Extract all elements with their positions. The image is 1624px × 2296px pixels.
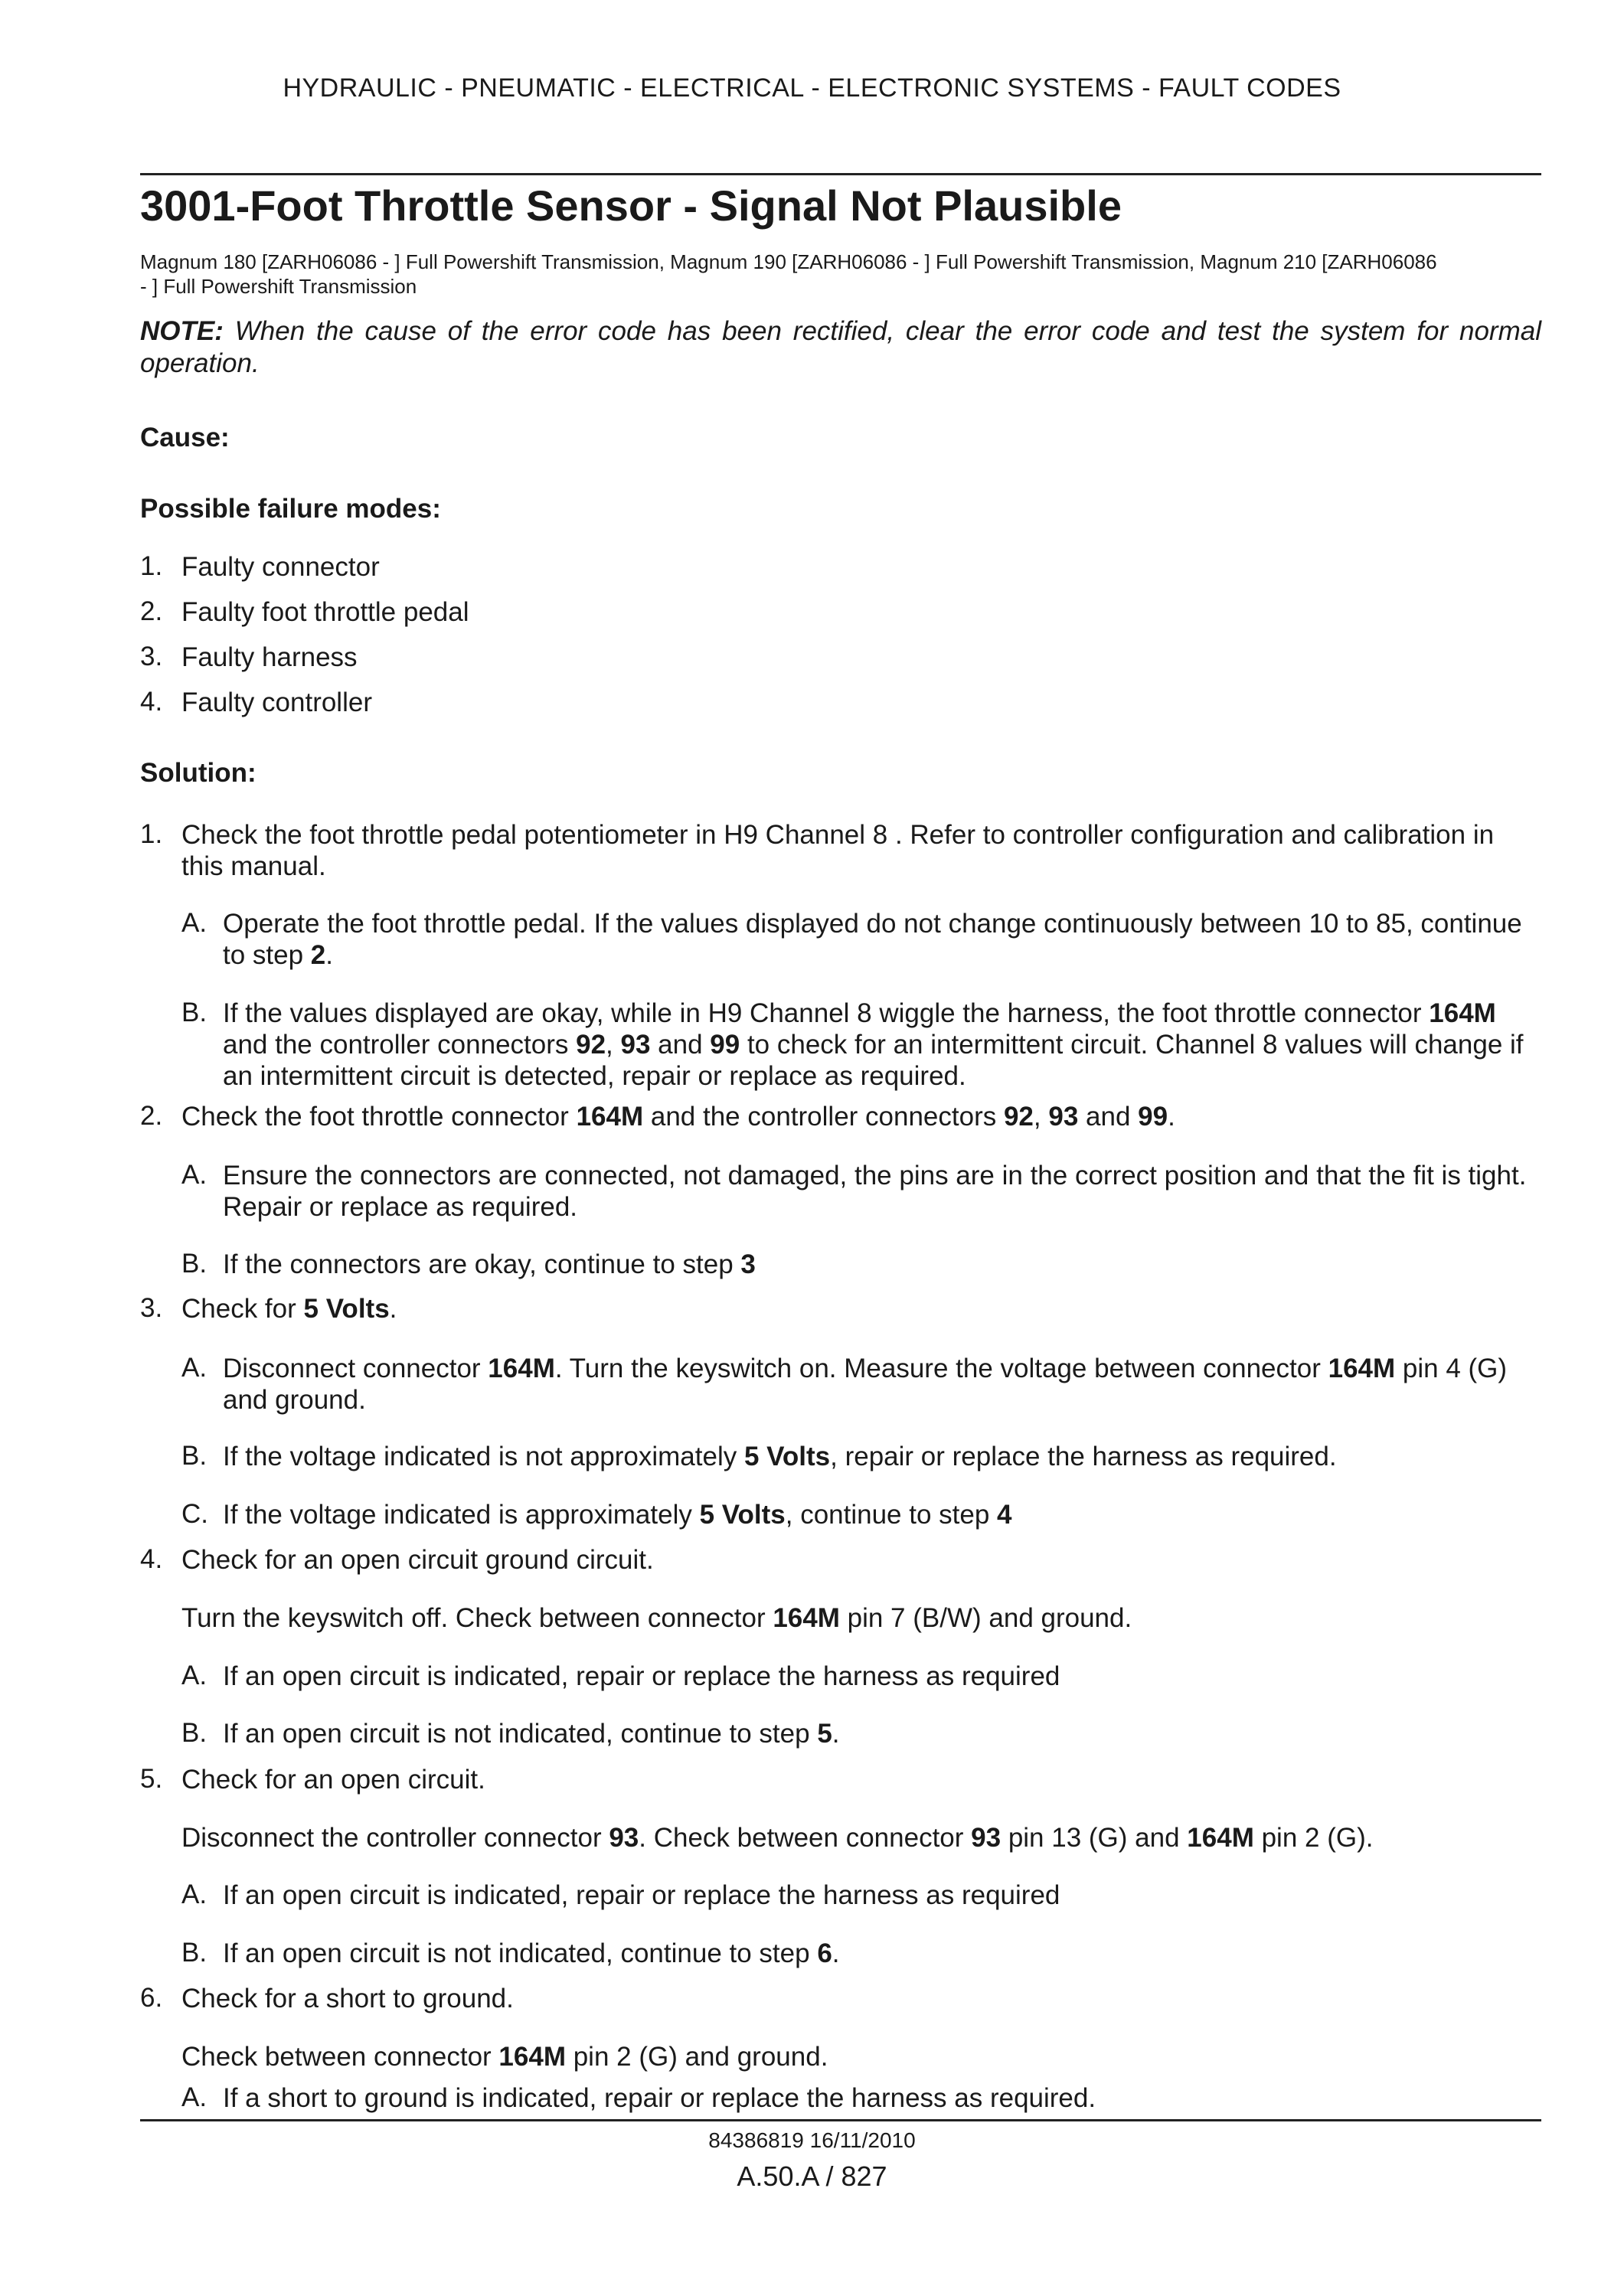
step-number: 2.: [140, 1101, 163, 1131]
step-ref: 2: [310, 940, 326, 970]
connector-ref: 93: [971, 1823, 1002, 1853]
step-2-text: [181, 1101, 1175, 1132]
substep-label: A.: [181, 908, 207, 938]
step-3a-body: pin 4 (G) and ground.: [223, 1354, 1508, 1415]
step-ref: 4: [997, 1500, 1012, 1530]
connector-ref: 93: [620, 1030, 651, 1060]
step-3-body: Check for: [181, 1294, 304, 1324]
step-2b-text: [223, 1249, 756, 1280]
applicability-line-2: - ] Full Powershift Transmission: [140, 275, 417, 298]
footer-rule: [140, 2119, 1541, 2121]
step-ref: 6: [817, 1938, 832, 1968]
failure-modes-heading: Possible failure modes:: [140, 494, 441, 524]
connector-ref: 92: [1003, 1102, 1034, 1132]
substep-label: B.: [181, 998, 207, 1027]
connector-ref: 164M: [1429, 998, 1496, 1028]
step-2-body: Check the foot throttle connector: [181, 1102, 577, 1132]
step-5a-text: If an open circuit is indicated, repair or replace the harness as required: [223, 1880, 1060, 1910]
cause-heading: Cause:: [140, 423, 230, 452]
step-5-body: . Check between connector: [639, 1823, 972, 1853]
step-number: 4.: [140, 1544, 163, 1574]
step-2-end: .: [1168, 1102, 1175, 1132]
step-1b-body: and the controller connectors: [223, 1030, 577, 1060]
header-rule: [140, 173, 1541, 175]
step-number: 1.: [140, 819, 163, 849]
step-5-body: Disconnect the controller connector: [181, 1823, 609, 1853]
step-4-body: Turn the keyswitch off. Check between connector: [181, 1603, 773, 1633]
voltage-ref: 5 Volts: [699, 1500, 786, 1530]
step-1b-text: [223, 998, 1541, 1092]
step-3b-body: If the voltage indicated is not approximately: [223, 1442, 744, 1471]
step-4b-body: If an open circuit is not indicated, continue to step: [223, 1719, 818, 1749]
applicability-line-1: Magnum 180 [ZARH06086 - ] Full Powershift Transmission, Magnum 190 [ZARH06086 - ] Full Powershift Transmission, Magnum 210 [ZARH06086: [140, 250, 1437, 273]
step-4a-text: If an open circuit is indicated, repair or replace the harness as required: [223, 1661, 1060, 1691]
step-6-body: pin 2 (G) and ground.: [565, 2042, 828, 2072]
step-2b-body: If the connectors are okay, continue to step: [223, 1249, 741, 1279]
step-3a-body: . Turn the keyswitch on. Measure the voltage between connector: [554, 1354, 1328, 1383]
connector-ref: 92: [576, 1030, 606, 1060]
step-3a-body: Disconnect connector: [223, 1354, 489, 1383]
substep-label: B.: [181, 1249, 207, 1279]
applicability-text: [140, 250, 1518, 299]
substep-label: A.: [181, 1880, 207, 1909]
page-number: A.50.A / 827: [737, 2160, 887, 2192]
step-2-body: and the controller connectors: [643, 1102, 1004, 1132]
step-1a-body: Operate the foot throttle pedal. If the values displayed do not change continuously between 10 to 85, continue to step: [223, 909, 1522, 970]
step-1a-end: .: [325, 940, 333, 970]
note-label: NOTE:: [140, 316, 224, 346]
connector-ref: 93: [609, 1823, 639, 1853]
step-3-end: .: [389, 1294, 397, 1324]
failure-mode-number: 1.: [140, 551, 163, 581]
step-3a-text: [223, 1353, 1541, 1416]
step-5-body: pin 13 (G) and: [1001, 1823, 1188, 1853]
step-6a-text: If a short to ground is indicated, repair or replace the harness as required.: [223, 2083, 1096, 2113]
substep-label: B.: [181, 1938, 207, 1968]
step-5-body: pin 2 (G).: [1253, 1823, 1374, 1853]
substep-label: B.: [181, 1718, 207, 1748]
step-number: 5.: [140, 1764, 163, 1794]
step-3c-body: If the voltage indicated is approximately: [223, 1500, 700, 1530]
step-2a-text: Ensure the connectors are connected, not damaged, the pins are in the correct position and that the fit is tight. Repair or replace as required.: [223, 1161, 1527, 1222]
note-block: [140, 315, 1541, 380]
step-6-body: Check between connector: [181, 2042, 499, 2072]
step-4-body: pin 7 (B/W) and ground.: [839, 1603, 1132, 1633]
connector-ref: 99: [1138, 1102, 1168, 1132]
step-4b-end: .: [832, 1719, 840, 1749]
step-number: 3.: [140, 1293, 163, 1323]
page-title: 3001-Foot Throttle Sensor - Signal Not Plausible: [140, 181, 1122, 230]
connector-ref: 164M: [1187, 1823, 1254, 1853]
connector-ref: 164M: [576, 1102, 644, 1132]
section-header: HYDRAULIC - PNEUMATIC - ELECTRICAL - ELECTRONIC SYSTEMS - FAULT CODES: [283, 73, 1341, 103]
step-4-text: Check for an open circuit ground circuit.: [181, 1545, 654, 1575]
failure-mode-number: 4.: [140, 687, 163, 717]
step-5b-end: .: [832, 1938, 840, 1968]
failure-mode-item: Faulty controller: [181, 687, 372, 717]
step-3b-body: , repair or replace the harness as required.: [830, 1442, 1337, 1471]
substep-label: C.: [181, 1499, 208, 1529]
step-3c-body: , continue to step: [785, 1500, 998, 1530]
step-4-instruction: [181, 1602, 1132, 1634]
note-text: When the cause of the error code has been rectified, clear the error code and test the system for normal operation.: [140, 316, 1541, 378]
failure-mode-number: 2.: [140, 596, 163, 626]
substep-label: A.: [181, 1160, 207, 1190]
substep-label: A.: [181, 2082, 207, 2112]
voltage-ref: 5 Volts: [743, 1442, 831, 1471]
substep-label: A.: [181, 1661, 207, 1690]
step-3-text: [181, 1293, 397, 1324]
connector-ref: 93: [1048, 1102, 1079, 1132]
failure-mode-item: Faulty connector: [181, 552, 380, 582]
step-5-text: Check for an open circuit.: [181, 1765, 485, 1795]
failure-mode-item: Faulty harness: [181, 642, 358, 672]
substep-label: B.: [181, 1441, 207, 1471]
step-3c-text: [223, 1499, 1012, 1530]
connector-ref: 164M: [498, 2042, 566, 2072]
step-ref: 3: [740, 1249, 756, 1279]
step-5-instruction: [181, 1822, 1373, 1853]
step-4b-text: [223, 1718, 840, 1749]
step-6-text: Check for a short to ground.: [181, 1984, 514, 2013]
solution-heading: Solution:: [140, 758, 257, 788]
step-1b-body: to check for an intermittent circuit. Channel 8 values will change if an intermittent circuit is detected, repair or replace as required.: [223, 1030, 1524, 1091]
connector-ref: 164M: [773, 1603, 840, 1633]
substep-label: A.: [181, 1353, 207, 1383]
step-number: 6.: [140, 1983, 163, 2013]
connector-ref: 99: [710, 1030, 740, 1060]
connector-ref: 164M: [1328, 1354, 1396, 1383]
document-code: 84386819 16/11/2010: [708, 2128, 916, 2152]
step-5b-body: If an open circuit is not indicated, continue to step: [223, 1938, 818, 1968]
step-1-text: Check the foot throttle pedal potentiometer in H9 Channel 8 . Refer to controller configuration and calibration in this manual.: [181, 820, 1495, 881]
step-6-instruction: [181, 2041, 828, 2072]
separator: and: [1078, 1102, 1139, 1132]
failure-mode-item: Faulty foot throttle pedal: [181, 597, 469, 627]
separator: ,: [606, 1030, 621, 1060]
separator: and: [650, 1030, 711, 1060]
step-1b-body: If the values displayed are okay, while in H9 Channel 8 wiggle the harness, the foot throttle connector: [223, 998, 1430, 1028]
failure-mode-number: 3.: [140, 642, 163, 671]
step-5b-text: [223, 1938, 840, 1969]
step-1a-text: [223, 908, 1541, 971]
separator: ,: [1033, 1102, 1049, 1132]
voltage-ref: 5 Volts: [303, 1294, 390, 1324]
step-ref: 5: [817, 1719, 832, 1749]
step-3b-text: [223, 1441, 1337, 1472]
connector-ref: 164M: [488, 1354, 555, 1383]
